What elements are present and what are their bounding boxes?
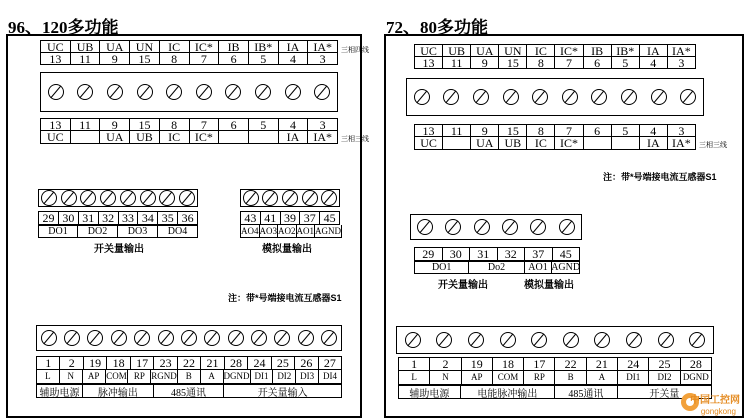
terminal-number: 9 bbox=[100, 118, 130, 131]
terminal-screw-icon bbox=[559, 219, 575, 235]
left-diagram-title: 96、120多功能 bbox=[8, 18, 119, 37]
right-main-terminal-block bbox=[406, 78, 704, 116]
terminal-number: 28 bbox=[681, 357, 712, 371]
terminal-number: 29 bbox=[39, 211, 59, 225]
terminal-screw-icon bbox=[302, 190, 318, 206]
terminal-number: 25 bbox=[272, 356, 295, 370]
terminal-label: IA bbox=[279, 131, 309, 144]
terminal-number: 4 bbox=[279, 53, 309, 65]
terminal-screw-icon bbox=[621, 89, 637, 105]
terminal-label: B bbox=[555, 371, 586, 385]
terminal-screw-icon bbox=[594, 332, 610, 348]
terminal-screw-icon bbox=[100, 190, 116, 206]
terminal-screw-icon bbox=[591, 89, 607, 105]
terminal-group-label: 开关量 bbox=[618, 385, 712, 399]
right-aux-terminal-block bbox=[396, 326, 714, 354]
terminal-number: 26 bbox=[295, 356, 318, 370]
terminal-number: 5 bbox=[612, 57, 640, 69]
terminal-number: 5 bbox=[249, 118, 279, 131]
left-ao-terminal-block bbox=[240, 189, 340, 207]
terminal-group-label: DO1 bbox=[414, 261, 469, 274]
terminal-number: 31 bbox=[79, 211, 99, 225]
right-aux-group-row bbox=[398, 385, 712, 399]
terminal-screw-icon bbox=[443, 89, 459, 105]
terminal-screw-icon bbox=[563, 332, 579, 348]
terminal-label: N bbox=[430, 371, 461, 385]
watermark-text: 中国工控网 bbox=[690, 395, 740, 406]
right-aux-number-row bbox=[398, 357, 712, 371]
terminal-screw-icon bbox=[651, 89, 667, 105]
terminal-number: 9 bbox=[100, 53, 130, 65]
terminal-number: 8 bbox=[527, 57, 555, 69]
terminal-label: L bbox=[399, 371, 430, 385]
terminal-number: 13 bbox=[415, 57, 443, 69]
terminal-number: 18 bbox=[107, 356, 130, 370]
terminal-screw-icon bbox=[503, 89, 519, 105]
terminal-number: 7 bbox=[555, 57, 583, 69]
terminal-group-label: AO1 bbox=[525, 261, 553, 274]
left-aux-number-row bbox=[36, 356, 342, 370]
terminal-label: IB bbox=[584, 44, 612, 57]
terminal-label: IC bbox=[160, 131, 190, 144]
terminal-label: DI3 bbox=[296, 370, 319, 384]
terminal-label: UA bbox=[100, 40, 130, 53]
terminal-number: 37 bbox=[300, 211, 320, 225]
left-bottom-label-row bbox=[40, 131, 338, 144]
terminal-label: UC bbox=[41, 131, 71, 144]
right-dio-terminal-block bbox=[410, 214, 582, 240]
terminal-label: AO4 bbox=[241, 225, 260, 238]
left-top-number-row bbox=[40, 53, 338, 65]
terminal-label: DGND bbox=[681, 371, 712, 385]
terminal-screw-icon bbox=[436, 332, 452, 348]
terminal-screw-icon bbox=[225, 84, 241, 100]
terminal-label: RP bbox=[524, 371, 555, 385]
terminal-label bbox=[249, 131, 279, 144]
terminal-label: AO2 bbox=[278, 225, 297, 238]
terminal-number: 31 bbox=[470, 247, 498, 261]
terminal-screw-icon bbox=[80, 190, 96, 206]
terminal-screw-icon bbox=[274, 330, 290, 346]
terminal-number: 9 bbox=[471, 57, 499, 69]
terminal-number: 43 bbox=[241, 211, 261, 225]
terminal-screw-icon bbox=[120, 190, 136, 206]
terminal-label: L bbox=[37, 370, 60, 384]
terminal-screw-icon bbox=[626, 332, 642, 348]
terminal-label: IA* bbox=[308, 40, 338, 53]
terminal-screw-icon bbox=[474, 219, 490, 235]
terminal-number: 32 bbox=[498, 247, 526, 261]
terminal-screw-icon bbox=[321, 330, 337, 346]
terminal-number: 30 bbox=[59, 211, 79, 225]
terminal-number: 19 bbox=[84, 356, 107, 370]
terminal-screw-icon bbox=[314, 84, 330, 100]
terminal-label: AP bbox=[462, 371, 493, 385]
terminal-group-label: 485通讯 bbox=[154, 384, 225, 398]
terminal-number: 17 bbox=[524, 357, 555, 371]
terminal-group-label: 辅助电源 bbox=[36, 384, 83, 398]
terminal-screw-icon bbox=[251, 330, 267, 346]
terminal-number: 6 bbox=[584, 57, 612, 69]
terminal-number: 8 bbox=[527, 124, 555, 137]
terminal-number: 3 bbox=[308, 118, 338, 131]
terminal-label: A bbox=[201, 370, 224, 384]
terminal-number: 24 bbox=[248, 356, 271, 370]
terminal-number: 39 bbox=[281, 211, 301, 225]
terminal-screw-icon bbox=[41, 330, 57, 346]
terminal-label: B bbox=[178, 370, 201, 384]
terminal-label: IC* bbox=[555, 44, 583, 57]
terminal-label bbox=[71, 131, 101, 144]
terminal-screw-icon bbox=[181, 330, 197, 346]
terminal-number: 35 bbox=[158, 211, 178, 225]
left-ao-label-row bbox=[240, 225, 340, 238]
terminal-number: 11 bbox=[71, 53, 101, 65]
terminal-label: RP bbox=[128, 370, 151, 384]
terminal-number: 32 bbox=[99, 211, 119, 225]
terminal-number: 3 bbox=[668, 124, 696, 137]
terminal-screw-icon bbox=[41, 190, 57, 206]
left-aux-label-row bbox=[36, 370, 342, 384]
terminal-label: AGND bbox=[315, 225, 342, 238]
terminal-group-label: 脉冲输出 bbox=[83, 384, 154, 398]
terminal-number: 11 bbox=[443, 57, 471, 69]
terminal-number: 24 bbox=[618, 357, 649, 371]
terminal-number: 7 bbox=[190, 118, 220, 131]
terminal-label: IA* bbox=[668, 44, 696, 57]
terminal-screw-icon bbox=[321, 190, 337, 206]
terminal-screw-icon bbox=[179, 190, 195, 206]
terminal-number: 2 bbox=[60, 356, 83, 370]
terminal-number: 7 bbox=[555, 124, 583, 137]
terminal-number: 4 bbox=[279, 118, 309, 131]
terminal-number: 13 bbox=[41, 118, 71, 131]
terminal-label: A bbox=[587, 371, 618, 385]
terminal-screw-icon bbox=[298, 330, 314, 346]
terminal-label: UN bbox=[130, 40, 160, 53]
left-do-group-row bbox=[38, 225, 198, 238]
terminal-screw-icon bbox=[140, 190, 156, 206]
terminal-label: UC bbox=[415, 137, 443, 150]
terminal-group-label: DO3 bbox=[118, 225, 158, 238]
terminal-number: 36 bbox=[178, 211, 198, 225]
terminal-number: 5 bbox=[612, 124, 640, 137]
terminal-label: IA* bbox=[668, 137, 696, 150]
terminal-number: 23 bbox=[154, 356, 177, 370]
terminal-number: 13 bbox=[415, 124, 443, 137]
terminal-screw-icon bbox=[111, 330, 127, 346]
terminal-number: 30 bbox=[443, 247, 471, 261]
right-dio-group-row bbox=[414, 261, 580, 274]
terminal-screw-icon bbox=[48, 84, 64, 100]
terminal-number: 37 bbox=[525, 247, 553, 261]
terminal-screw-icon bbox=[243, 190, 259, 206]
terminal-number: 28 bbox=[225, 356, 248, 370]
terminal-number: 8 bbox=[160, 118, 190, 131]
terminal-label: IC bbox=[160, 40, 190, 53]
terminal-label: DI2 bbox=[273, 370, 296, 384]
terminal-number: 15 bbox=[130, 118, 160, 131]
terminal-group-label: DO2 bbox=[78, 225, 118, 238]
terminal-number: 4 bbox=[640, 57, 668, 69]
terminal-screw-icon bbox=[502, 219, 518, 235]
right-bottom-side-label: 三相三线 bbox=[699, 142, 727, 149]
terminal-screw-icon bbox=[473, 89, 489, 105]
terminal-group-label: 开关量输入 bbox=[224, 384, 342, 398]
terminal-label: UA bbox=[471, 44, 499, 57]
terminal-number: 27 bbox=[319, 356, 342, 370]
terminal-screw-icon bbox=[77, 84, 93, 100]
terminal-number: 41 bbox=[261, 211, 281, 225]
terminal-label: DI4 bbox=[319, 370, 342, 384]
terminal-label: AO1 bbox=[297, 225, 316, 238]
terminal-number: 25 bbox=[649, 357, 680, 371]
terminal-number: 3 bbox=[308, 53, 338, 65]
terminal-screw-icon bbox=[64, 330, 80, 346]
terminal-label: IA* bbox=[308, 131, 338, 144]
watermark-subtext: gongkong bbox=[700, 407, 736, 416]
terminal-label: IC* bbox=[555, 137, 583, 150]
terminal-number: 33 bbox=[119, 211, 139, 225]
terminal-screw-icon bbox=[204, 330, 220, 346]
terminal-number: 22 bbox=[555, 357, 586, 371]
terminal-number: 11 bbox=[443, 124, 471, 137]
right-top-number-row bbox=[414, 57, 696, 69]
terminal-group-label: Do2 bbox=[469, 261, 524, 274]
left-aux-terminal-block bbox=[36, 325, 342, 351]
terminal-label: IC* bbox=[190, 40, 220, 53]
left-do-terminal-block bbox=[38, 189, 198, 207]
terminal-screw-icon bbox=[445, 219, 461, 235]
terminal-label: DI2 bbox=[649, 371, 680, 385]
terminal-label: IA bbox=[640, 44, 668, 57]
left-ao-caption: 模拟量输出 bbox=[262, 244, 312, 255]
terminal-number: 9 bbox=[471, 124, 499, 137]
right-bottom-label-row bbox=[414, 137, 696, 150]
terminal-number: 17 bbox=[131, 356, 154, 370]
terminal-screw-icon bbox=[137, 84, 153, 100]
terminal-number: 4 bbox=[640, 124, 668, 137]
terminal-screw-icon bbox=[530, 219, 546, 235]
terminal-group-label: AGND bbox=[551, 262, 581, 273]
terminal-label: UB bbox=[130, 131, 160, 144]
terminal-number: 7 bbox=[190, 53, 220, 65]
terminal-number: 13 bbox=[41, 53, 71, 65]
terminal-number: 19 bbox=[462, 357, 493, 371]
terminal-screw-icon bbox=[158, 330, 174, 346]
terminal-screw-icon bbox=[196, 84, 212, 100]
terminal-screw-icon bbox=[680, 89, 696, 105]
terminal-label: DI1 bbox=[618, 371, 649, 385]
terminal-label: UB bbox=[71, 40, 101, 53]
terminal-screw-icon bbox=[166, 84, 182, 100]
terminal-number: 6 bbox=[219, 53, 249, 65]
left-main-terminal-block bbox=[40, 72, 338, 112]
terminal-number: 34 bbox=[138, 211, 158, 225]
terminal-screw-icon bbox=[468, 332, 484, 348]
terminal-label: UB bbox=[499, 137, 527, 150]
terminal-screw-icon bbox=[159, 190, 175, 206]
terminal-screw-icon bbox=[107, 84, 123, 100]
terminal-label: N bbox=[60, 370, 83, 384]
terminal-screw-icon bbox=[500, 332, 516, 348]
terminal-number: 6 bbox=[219, 118, 249, 131]
right-dio-number-row bbox=[414, 247, 580, 261]
right-ao-caption: 模拟量输出 bbox=[524, 280, 574, 291]
terminal-number: 21 bbox=[587, 357, 618, 371]
terminal-label bbox=[443, 137, 471, 150]
terminal-label: UA bbox=[471, 137, 499, 150]
terminal-screw-icon bbox=[87, 330, 103, 346]
terminal-number: 29 bbox=[415, 247, 443, 261]
terminal-number: 2 bbox=[430, 357, 461, 371]
terminal-label: DGND bbox=[224, 370, 251, 384]
terminal-group-label: 485通讯 bbox=[555, 385, 618, 399]
terminal-label: IB bbox=[219, 40, 249, 53]
terminal-screw-icon bbox=[562, 89, 578, 105]
terminal-number: 18 bbox=[493, 357, 524, 371]
terminal-label: IB* bbox=[612, 44, 640, 57]
terminal-number: 6 bbox=[584, 124, 612, 137]
terminal-label: IC* bbox=[190, 131, 220, 144]
terminal-screw-icon bbox=[658, 332, 674, 348]
terminal-number: 5 bbox=[249, 53, 279, 65]
right-diagram-title: 72、80多功能 bbox=[386, 18, 488, 37]
terminal-group-label: 电能脉冲输出 bbox=[461, 385, 555, 399]
terminal-label: IC bbox=[527, 44, 555, 57]
terminal-number: 45 bbox=[553, 247, 581, 261]
terminal-screw-icon bbox=[532, 89, 548, 105]
terminal-label: IC bbox=[527, 137, 555, 150]
terminal-screw-icon bbox=[255, 84, 271, 100]
terminal-screw-icon bbox=[417, 219, 433, 235]
terminal-label: UB bbox=[443, 44, 471, 57]
terminal-label: COM bbox=[493, 371, 524, 385]
terminal-label: UN bbox=[499, 44, 527, 57]
left-do-number-row bbox=[38, 211, 198, 225]
right-aux-label-row bbox=[398, 371, 712, 385]
terminal-label: UC bbox=[41, 40, 71, 53]
left-do-caption: 开关量输出 bbox=[94, 244, 144, 255]
terminal-screw-icon bbox=[414, 89, 430, 105]
terminal-label: IA bbox=[279, 40, 309, 53]
terminal-label: UA bbox=[100, 131, 130, 144]
terminal-number: 11 bbox=[71, 118, 101, 131]
left-aux-group-row bbox=[36, 384, 342, 398]
terminal-label: COM bbox=[106, 370, 129, 384]
terminal-label: UC bbox=[415, 44, 443, 57]
terminal-screw-icon bbox=[531, 332, 547, 348]
terminal-label bbox=[584, 137, 612, 150]
terminal-screw-icon bbox=[405, 332, 421, 348]
terminal-label bbox=[219, 131, 249, 144]
terminal-label: RGND bbox=[151, 370, 178, 384]
terminal-label: DI1 bbox=[251, 370, 274, 384]
terminal-group-label: DO1 bbox=[38, 225, 78, 238]
terminal-screw-icon bbox=[282, 190, 298, 206]
right-do-caption: 开关量输出 bbox=[438, 280, 488, 291]
terminal-label bbox=[612, 137, 640, 150]
terminal-screw-icon bbox=[689, 332, 705, 348]
terminal-number: 22 bbox=[178, 356, 201, 370]
terminal-number: 15 bbox=[130, 53, 160, 65]
left-top-side-label: 三相四线 bbox=[341, 47, 369, 54]
terminal-group-label: 辅助电源 bbox=[398, 385, 461, 399]
left-ct-note: 注：带*号端接电流互感器S1 bbox=[228, 293, 342, 303]
left-ao-number-row bbox=[240, 211, 340, 225]
terminal-number: 1 bbox=[37, 356, 60, 370]
terminal-screw-icon bbox=[228, 330, 244, 346]
terminal-screw-icon bbox=[285, 84, 301, 100]
terminal-number: 1 bbox=[399, 357, 430, 371]
terminal-number: 15 bbox=[499, 57, 527, 69]
terminal-label: AO3 bbox=[260, 225, 279, 238]
terminal-number: 15 bbox=[499, 124, 527, 137]
terminal-number: 8 bbox=[160, 53, 190, 65]
terminal-label: IB* bbox=[249, 40, 279, 53]
terminal-group-label: DO4 bbox=[158, 225, 198, 238]
terminal-screw-icon bbox=[61, 190, 77, 206]
terminal-number: 45 bbox=[320, 211, 340, 225]
terminal-number: 21 bbox=[201, 356, 224, 370]
left-bottom-side-label: 三相三线 bbox=[341, 136, 369, 143]
terminal-screw-icon bbox=[262, 190, 278, 206]
terminal-label: AP bbox=[83, 370, 106, 384]
terminal-screw-icon bbox=[134, 330, 150, 346]
right-ct-note: 注：带*号端接电流互感器S1 bbox=[603, 172, 717, 182]
terminal-label: IA bbox=[640, 137, 668, 150]
terminal-number: 3 bbox=[668, 57, 696, 69]
